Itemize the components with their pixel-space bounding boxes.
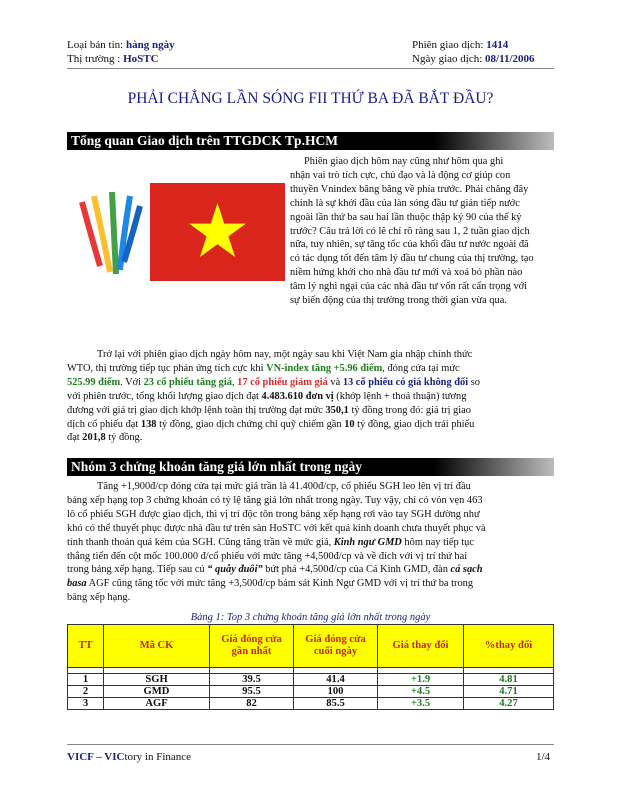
stock-value: 138 [140,418,157,430]
commentary-line: Tăng +1,900đ/cp đóng cửa tại mức giá trần là 41.400đ/cp, cổ phiếu SGH leo lên vị trí đầu [97,481,471,492]
col-header-pct-change: %thay đổi [464,625,554,668]
bulletin-type [67,38,175,52]
summary-text: và [327,376,343,388]
session-value: 1414 [486,39,509,51]
cell-tt: 2 [68,686,104,698]
cell-pct-change: 4.81 [464,674,554,686]
market-value: HoSTC [123,53,159,65]
cell-code: GMD [104,686,210,698]
summary-text: , đóng cửa tại mức [382,362,460,374]
page-title: PHẢI CHẲNG LẦN SÓNG FII THỨ BA ĐÃ BẮT ĐẦU? [127,90,494,107]
trade-date [412,52,535,66]
gmd-nickname: Kinh ngư GMD [333,536,402,548]
section-heading-overview-text: Tổng quan Giao dịch trên TTGDCK Tp.HCM [71,133,338,148]
commentary-text: bứt phá +4,500đ/cp của Cá Kinh GMD, đàn [262,564,451,576]
summary-text: tỷ đồng, giao dịch trái phiếu [354,418,475,430]
table-caption: Bảng 1: Top 3 chứng khoán tăng giá lớn nhất trong ngày [190,612,431,623]
cell-prev-close: 39.5 [210,674,294,686]
summary-text: WTO, thị trường tiếp tục phản ứng tích cực khi [67,362,267,374]
cell-tt: 1 [68,674,104,686]
top3-table [67,624,554,710]
advancers: 23 cổ phiếu tăng giá [143,376,232,388]
market-label: Thị trường : [67,53,124,65]
summary-text: tỷ đồng, giao dịch chứng chỉ quỹ chiếm gần [156,418,345,430]
summary-text: . Với [120,376,144,388]
cell-tt: 3 [68,698,104,710]
section-heading-overview [67,132,554,150]
summary-text: đạt [67,432,83,444]
col-header-code: Mã CK [104,625,210,668]
intro-line: nữa, tuy nhiên, sự tăng tốc của khối đầu tư nước ngoài đã [290,239,529,251]
commentary-text: hôm nay tiếp tục [401,536,474,548]
fund-value: 10 [344,418,355,430]
unchanged: 13 cổ phiếu có giá không đổi [342,376,469,388]
intro-line: sự biến động của thị trường trong thời gian vừa qua. [290,295,507,307]
agf-nickname-a: cá sạch [450,564,483,576]
commentary-text: trong bảng xếp hạng. Tiếp sau cú [67,564,208,576]
footer-brand-bold: VICF – VIC [67,751,125,763]
cell-prev-close: 82 [210,698,294,710]
bond-value: 201,8 [82,432,106,444]
footer-rule [67,744,554,745]
col-header-tt: TT [68,625,104,668]
table-row [68,686,554,698]
vnindex-change: VN-index tăng +5.96 điểm [266,362,383,374]
page-number: 1/4 [536,751,551,763]
intro-line: ngoài lần thứ ba sau hai lần thuộc thập kỷ 90 của thế kỷ [290,211,522,223]
session [412,38,508,52]
commentary-line: khó có thể thuyết phục được nhà đầu tư trên sàn HoSTC với kết quả kinh doanh chưa thuyết phục và [67,522,486,534]
total-volume: 4.483.610 đơn vị [261,390,334,402]
cell-pct-change: 4.71 [464,686,554,698]
cell-close: 85.5 [294,698,378,710]
cell-pct-change: 4.27 [464,698,554,710]
session-label: Phiên giao dịch: [412,39,487,51]
summary-text: , [231,376,238,388]
table-row [68,698,554,710]
summary-text: đương với giá trị giao dịch khớp lệnh toàn thị trường đạt mức [67,404,326,416]
cell-close: 41.4 [294,674,378,686]
bulletin-type-value: hàng ngày [125,39,175,51]
cell-close: 100 [294,686,378,698]
wto-logo-icon [72,182,148,282]
overview-summary [67,348,554,445]
intro-line: có tác dụng tốt đến tâm lý đầu tư chung của thị trường, tạo [290,253,534,265]
col-header-prev-close: Giá đóng cửa gần nhất [210,625,294,668]
agf-nickname-b: basa [67,578,87,590]
commentary-text: AGF cũng tăng tốc với mức tăng +3,500đ/cp bám sát Kinh Ngư GMD với vị trí thứ ba trong [86,578,474,590]
vnindex-close: 525.99 điểm [67,376,121,388]
summary-text: dịch cổ phiếu đạt [67,418,141,430]
top3-commentary [67,480,554,605]
intro-line: thuyền Vnindex băng băng về phía trước. Phải chăng đây [290,183,529,195]
cell-change: +3.5 [378,698,464,710]
section-heading-top3 [67,458,554,476]
table-header-row [68,625,554,668]
intro-line: chính là sự khởi đầu của làn sóng đầu tư gián tiếp nước [290,197,520,209]
trade-date-label: Ngày giao dịch: [412,53,486,65]
commentary-text: tính thanh thoản quá kém của SGH. Cũng tăng trần về mức giá, [67,536,334,548]
gmd-quote: “ quẫy đuôi” [207,564,263,576]
col-header-close: Giá đóng cửa cuối ngày [294,625,378,668]
market [67,52,159,66]
overview-intro [290,155,554,308]
header-rule [67,68,554,69]
vietnam-flag-icon [150,183,285,281]
summary-text: (khớp lệnh + thoả thuận) tương [333,390,467,402]
trade-date-value: 08/11/2006 [485,53,535,65]
cell-change: +1.9 [378,674,464,686]
footer-brand [67,751,191,763]
intro-line: niềm hứng khởi cho nhà đầu tư mới và xoá bỏ phần nào [290,267,523,279]
col-header-change: Giá thay đổi [378,625,464,668]
commentary-line: lô cổ phiếu SGH được giao dịch, thì vị trí độc tôn trong bảng xếp hạng rơi vào tay SGH dường như [67,508,480,520]
footer-brand-rest: tory in Finance [124,751,192,763]
summary-line: Trở lại với phiên giao dịch ngày hôm nay, một ngày sau khi Việt Nam gia nhập chính thức [97,349,473,360]
cell-change: +4.5 [378,686,464,698]
cell-code: SGH [104,674,210,686]
cell-prev-close: 95.5 [210,686,294,698]
intro-line: Phiên giao dịch hôm nay cũng như hôm qua ghi [304,156,504,167]
commentary-line: bảng xếp hạng. [67,592,131,604]
decliners: 17 cổ phiếu giảm giá [237,376,328,388]
intro-line: trước? Câu trả lời có lẽ chỉ rõ ràng sau 1, 2 tuần giao dịch [290,225,530,237]
summary-text: so [468,376,480,388]
summary-text: tỷ đồng trong đó: giá trị giao [348,404,471,416]
summary-text: với phiên trước, tổng khối lượng giao dịch đạt [67,390,262,402]
total-value: 350,1 [325,404,349,416]
table-row [68,674,554,686]
intro-line: tâm lý nghi ngại của các nhà đầu tư vốn rất cẩn trọng với [290,281,528,293]
section-heading-top3-text: Nhóm 3 chứng khoán tăng giá lớn nhất trong ngày [71,459,363,474]
cell-code: AGF [104,698,210,710]
bulletin-type-label: Loại bản tin: [67,39,126,51]
summary-text: tỷ đồng. [105,432,143,444]
commentary-line: thẳng tiến đến cột mốc 100.000 đ/cổ phiếu với mức tăng +4,500đ/cp và về đích với vị trí thứ hai [67,550,468,562]
intro-line: nhận vai trò tích cực, chủ đạo và là động cơ giúp con [290,169,511,181]
commentary-line: bảng xếp hạng top 3 chứng khoán có tỷ lệ tăng giá lớn nhất trong ngày. Tuy vậy, chỉ có vỏn vẹn 463 [67,494,483,506]
